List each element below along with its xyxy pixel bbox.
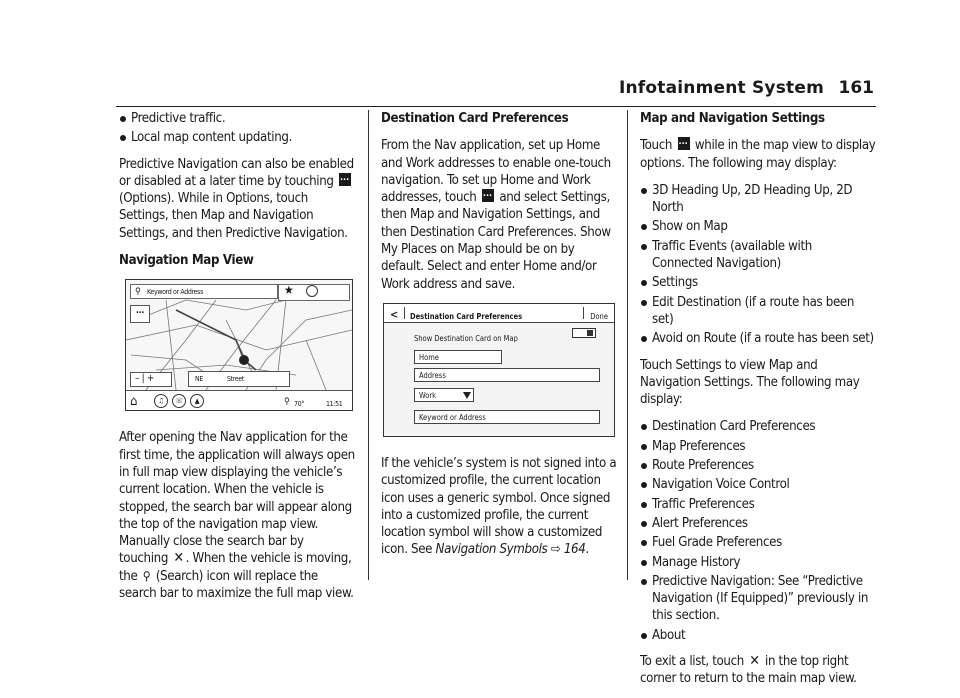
- list-item: Predictive traffic.: [119, 110, 355, 127]
- star-icon[interactable]: ★: [284, 283, 294, 298]
- list-item: About: [640, 627, 876, 644]
- chevron-down-icon: [463, 392, 471, 399]
- bullet-icon: [641, 224, 647, 230]
- bullet-icon: [641, 424, 647, 430]
- show-card-label: Show Destination Card on Map: [414, 333, 518, 343]
- column-2: [381, 110, 617, 569]
- bullet-list-1: [119, 110, 355, 147]
- paragraph: Touch Settings to view Map and Navigation Settings. The following may display:: [640, 357, 860, 408]
- column-1: [119, 110, 355, 612]
- back-icon[interactable]: <: [390, 307, 399, 321]
- street-indicator: NE Street: [188, 371, 290, 387]
- bullet-icon: [641, 540, 647, 546]
- cross-reference-link[interactable]: Navigation Symbols: [435, 542, 548, 558]
- list-item: Predictive Navigation: See “Predictive Navigation (If Equipped)” previously in this section.: [640, 573, 876, 625]
- search-input[interactable]: ⚲ Keyword or Address: [130, 284, 278, 299]
- bullet-list-3: [640, 418, 876, 644]
- list-item: Settings: [640, 274, 876, 291]
- navigation-map-figure: [125, 279, 353, 411]
- divider: [583, 307, 584, 319]
- bullet-icon: [641, 463, 647, 469]
- section-title: Infotainment System: [618, 78, 824, 98]
- close-icon: ✕: [749, 653, 760, 670]
- list-item: Traffic Events (available with Connected Navigation): [640, 238, 876, 273]
- bullet-icon: [120, 135, 126, 141]
- location-marker: [239, 355, 249, 365]
- paragraph: To exit a list, touch ✕ in the top right corner to return to the main map view.: [640, 653, 857, 687]
- nav-icon[interactable]: ▲: [190, 394, 204, 408]
- home-field[interactable]: Home: [414, 350, 502, 364]
- column-3: [640, 110, 876, 698]
- page-header: [0, 76, 960, 106]
- list-item: Local map content updating.: [119, 129, 355, 146]
- work-select[interactable]: Work: [414, 388, 474, 402]
- options-icon: [678, 137, 690, 150]
- cross-reference-page: 164: [563, 542, 586, 558]
- home-icon[interactable]: ⌂: [130, 394, 138, 410]
- destination-card-figure: [383, 303, 615, 437]
- bullet-icon: [641, 336, 647, 342]
- list-item: Manage History: [640, 554, 876, 571]
- arrow-icon: ⇨: [550, 542, 561, 558]
- music-icon[interactable]: ♫: [154, 394, 168, 408]
- bullet-icon: [641, 300, 647, 306]
- address-field[interactable]: Address: [414, 368, 600, 382]
- section-heading: Navigation Map View: [119, 253, 254, 269]
- bullet-icon: [641, 188, 647, 194]
- search-icon: ⚲: [135, 287, 141, 298]
- list-item: Avoid on Route (if a route has been set): [640, 330, 876, 347]
- options-button[interactable]: ...: [130, 305, 150, 323]
- list-item: Edit Destination (if a route has been set): [640, 294, 876, 329]
- bullet-icon: [641, 579, 647, 585]
- section-heading: Map and Navigation Settings: [640, 111, 825, 126]
- paragraph: Touch ... while in the map view to display options. The following may display:: [640, 137, 876, 172]
- zoom-control[interactable]: – | +: [130, 372, 172, 387]
- bullet-icon: [641, 482, 647, 488]
- list-item: Fuel Grade Preferences: [640, 534, 876, 551]
- list-item: 3D Heading Up, 2D Heading Up, 2D North: [640, 182, 876, 217]
- paragraph: From the Nav application, set up Home and Work addresses to enable one-touch navigation. To set up Home and Work addresses, touch ... and select Settings, then Map and Navigation Settings, and then Destination Card Preferences. Show My Places on Map should be on by default. Select and enter Home and/or Work address and save.: [381, 137, 617, 293]
- phone-icon[interactable]: ☏: [172, 394, 186, 408]
- paragraph: If the vehicle’s system is not signed into a customized profile, the current location icon uses a generic symbol. Once signed into a customized profile, the current location symbol will show a customized icon. See Navigation Symbols ⇨ 164.: [381, 455, 617, 558]
- bullet-list-2: [640, 182, 876, 348]
- list-item: Traffic Preferences: [640, 496, 876, 513]
- search-icon: ⚲: [142, 568, 151, 583]
- bullet-icon: [641, 521, 647, 527]
- header-rule: [116, 106, 876, 107]
- options-icon: [339, 173, 351, 186]
- list-item: Navigation Voice Control: [640, 476, 876, 493]
- list-item: Route Preferences: [640, 457, 876, 474]
- close-icon: ✕: [173, 550, 184, 567]
- section-heading: Destination Card Preferences: [381, 111, 569, 126]
- bullet-icon: [641, 444, 647, 450]
- done-button[interactable]: Done: [590, 311, 608, 321]
- divider: [404, 307, 405, 319]
- list-item: Alert Preferences: [640, 515, 876, 532]
- dest-top-bar: < Destination Card Preferences Done: [384, 304, 614, 323]
- pin-icon: ⚲: [284, 397, 290, 408]
- bullet-icon: [641, 633, 647, 639]
- show-card-toggle[interactable]: [572, 328, 596, 338]
- paragraph: After opening the Nav application for the first time, the application will always open in full map view displaying the vehicle’s current location. When the vehicle is stopped, the search bar will appear along the top of the navigation map view. Manually close the search bar by touching ✕ . When the vehicle is moving, the ⚲ (Search) icon will replace the search bar to maximize the full map view.: [119, 430, 355, 602]
- list-item: Destination Card Preferences: [640, 418, 876, 435]
- list-item: Show on Map: [640, 218, 876, 235]
- column-divider: [368, 110, 369, 580]
- bullet-icon: [641, 244, 647, 250]
- bullet-icon: [120, 116, 126, 122]
- paragraph: Predictive Navigation can also be enabled or disabled at a later time by touching ... (Options). While in Options, touch Settings, then Map and Navigation Settings, and then Predictive Navigation.: [119, 156, 355, 242]
- bullet-icon: [641, 280, 647, 286]
- bullet-icon: [641, 560, 647, 566]
- map-bottom-bar: ⌂ ♫ ☏ ▲ ⚲ 70° 11:51: [126, 390, 352, 411]
- bullet-icon: [641, 502, 647, 508]
- column-divider: [627, 110, 628, 580]
- keyword-field[interactable]: Keyword or Address: [414, 410, 600, 424]
- list-item: Map Preferences: [640, 438, 876, 455]
- options-icon: [482, 189, 494, 202]
- page-number: 161: [838, 78, 874, 98]
